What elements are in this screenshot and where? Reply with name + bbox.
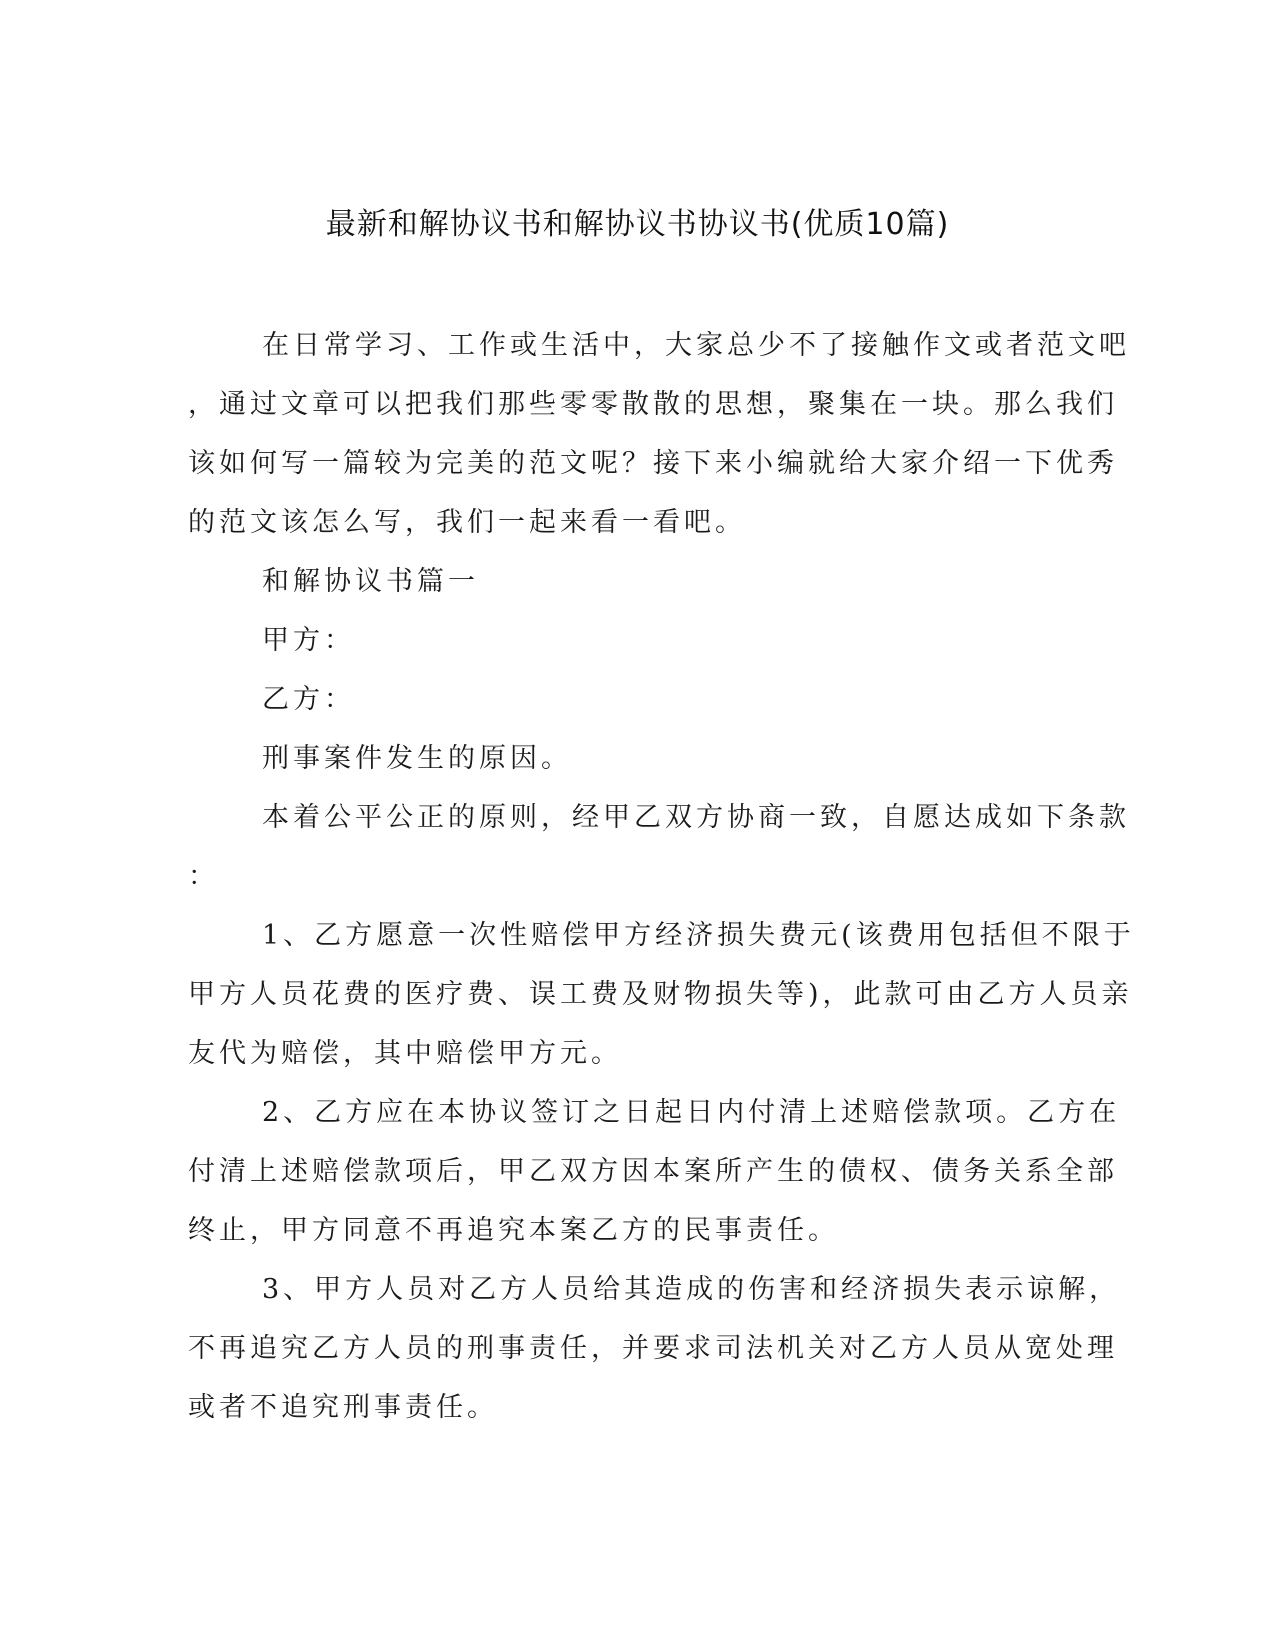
clause-line: 终止，甲方同意不再追究本案乙方的民事责任。: [188, 1215, 839, 1246]
paragraph-line: 在日常学习、工作或生活中，大家总少不了接触作文或者范文吧: [262, 330, 1130, 361]
clause-line: 付清上述赔偿款项后，甲乙双方因本案所产生的债权、债务关系全部: [188, 1156, 1118, 1187]
party-b-label: 乙方：: [262, 684, 355, 715]
clause-line: 甲方人员花费的医疗费、误工费及财物损失等)，此款可由乙方人员亲: [188, 979, 1133, 1010]
clause-line: 1、乙方愿意一次性赔偿甲方经济损失费元(该费用包括但不限于: [262, 920, 1135, 951]
clause-line: 友代为赔偿，其中赔偿甲方元。: [188, 1038, 622, 1069]
paragraph-line: 该如何写一篇较为完美的范文呢？接下来小编就给大家介绍一下优秀: [188, 448, 1118, 479]
clause-line: 或者不追究刑事责任。: [188, 1392, 498, 1423]
paragraph-line: 的范文该怎么写，我们一起来看一看吧。: [188, 507, 746, 538]
clause-line: 3、甲方人员对乙方人员给其造成的伤害和经济损失表示谅解，: [262, 1274, 1121, 1305]
paragraph-line: ，通过文章可以把我们那些零零散散的思想，聚集在一块。那么我们: [188, 389, 1118, 420]
section-heading: 和解协议书篇一: [262, 566, 479, 597]
document-title: 最新和解协议书和解协议书协议书(优质10篇): [325, 207, 950, 242]
paragraph-line: 刑事案件发生的原因。: [262, 743, 572, 774]
party-a-label: 甲方：: [262, 625, 355, 656]
paragraph-line: 本着公平公正的原则，经甲乙双方协商一致，自愿达成如下条款: [262, 802, 1130, 833]
clause-line: 不再追究乙方人员的刑事责任，并要求司法机关对乙方人员从宽处理: [188, 1333, 1118, 1364]
paragraph-line: ：: [188, 861, 219, 892]
clause-line: 2、乙方应在本协议签订之日起日内付清上述赔偿款项。乙方在: [262, 1097, 1121, 1128]
